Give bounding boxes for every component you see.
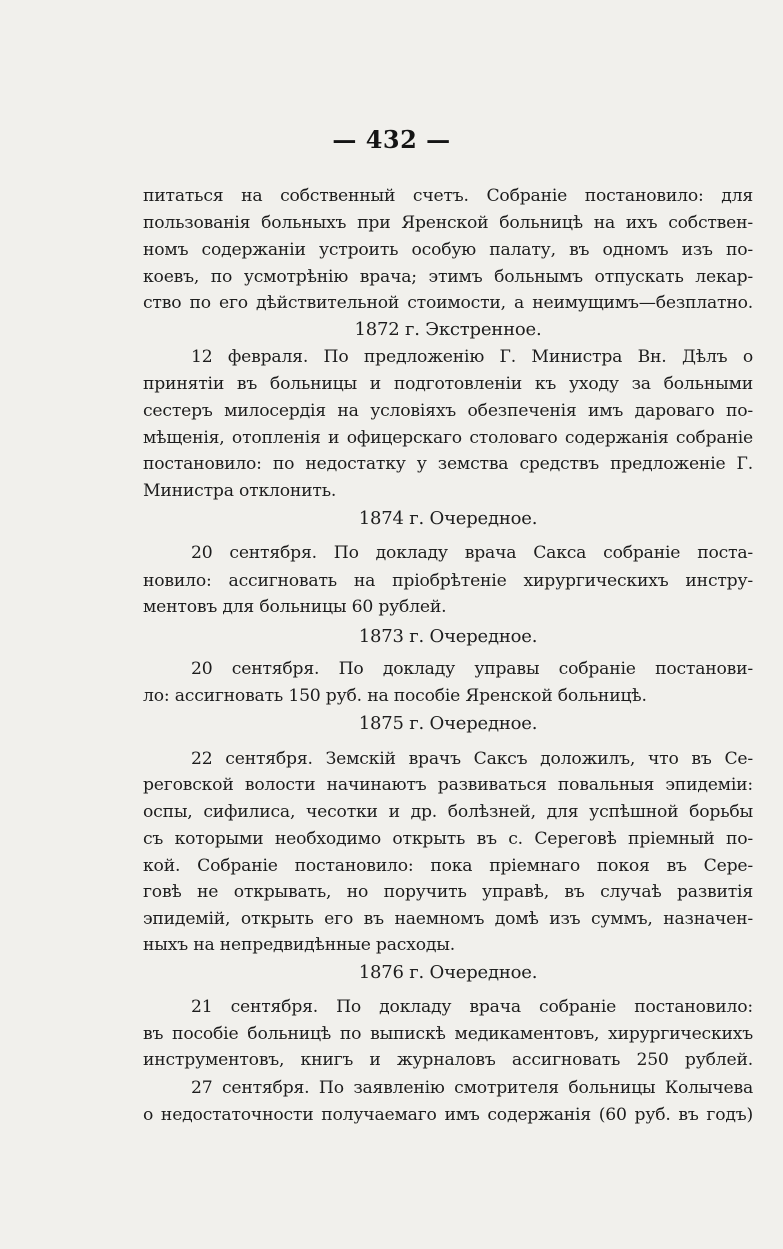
text-line: питаться на собственный счетъ. Собраніе постановило: для <box>143 186 753 206</box>
text-line: ментовъ для больницы 60 рублей. <box>143 597 447 617</box>
text-line: о недостаточности получаемаго имъ содержанія (60 руб. въ годъ) <box>143 1105 753 1125</box>
text-line: коевъ, по усмотрѣнію врача; этимъ больнымъ отпускать лекар- <box>143 267 753 287</box>
text-line: сестеръ милосердія на условіяхъ обезпеченія имъ дароваго по- <box>143 401 753 421</box>
text-line: оспы, сифилиса, чесотки и др. болѣзней, для успѣшной борьбы <box>143 802 753 822</box>
text-line: номъ содержаніи устроить особую палату, въ одномъ изъ по- <box>143 240 753 260</box>
text-line: кой. Собраніе постановило: пока пріемнаго покоя въ Сере- <box>143 856 753 876</box>
text-line: 27 сентября. По заявленію смотрителя больницы Колычева <box>191 1078 753 1098</box>
text-line: 22 сентября. Земскій врачъ Саксъ доложилъ, что въ Се- <box>191 749 753 769</box>
text-line: 20 сентября. По докладу врача Сакса собраніе поста- <box>191 543 753 563</box>
text-line: ло: ассигновать 150 руб. на пособіе Яренской больницѣ. <box>143 686 647 706</box>
text-line: 12 февраля. По предложенію Г. Министра Вн. Дѣлъ о <box>191 347 753 367</box>
text-line: 21 сентября. По докладу врача собраніе постановило: <box>191 997 753 1017</box>
text-line: Министра отклонить. <box>143 481 337 501</box>
section-heading: 1876 г. Очередное. <box>358 962 538 983</box>
text-line: принятіи въ больницы и подготовленіи къ уходу за больными <box>143 374 753 394</box>
page-number: — 432 — <box>332 125 451 154</box>
section-heading: 1872 г. Экстренное. <box>354 319 542 340</box>
section-heading: 1873 г. Очередное. <box>358 626 538 647</box>
text-line: реговской волости начинаютъ развиваться повальныя эпидеміи: <box>143 775 753 795</box>
section-heading: 1875 г. Очередное. <box>358 713 538 734</box>
text-line: 20 сентября. По докладу управы собраніе постанови- <box>191 659 753 679</box>
text-line: ныхъ на непредвидѣнные расходы. <box>143 935 455 955</box>
text-line: постановило: по недостатку у земства средствъ предложеніе Г. <box>143 454 753 474</box>
text-line: новило: ассигновать на пріобрѣтеніе хирургическихъ инстру- <box>143 571 753 591</box>
text-line: съ которыми необходимо открыть въ с. Сереговѣ пріемный по- <box>143 829 753 849</box>
section-heading: 1874 г. Очередное. <box>358 508 538 529</box>
text-line: въ пособіе больницѣ по выпискѣ медикаментовъ, хирургическихъ <box>143 1024 753 1044</box>
text-line: инструментовъ, книгъ и журналовъ ассигновать 250 рублей. <box>143 1050 753 1070</box>
text-line: ство по его дѣйствительной стоимости, а неимущимъ—безплатно. <box>143 293 753 313</box>
text-line: пользованія больныхъ при Яренской больницѣ на ихъ собствен- <box>143 213 753 233</box>
text-line: эпидемій, открыть его въ наемномъ домѣ изъ суммъ, назначен- <box>143 909 753 929</box>
text-line: мѣщенія, отопленія и офицерскаго столоваго содержанія собраніе <box>143 428 753 448</box>
text-line: говѣ не открывать, но поручить управѣ, въ случаѣ развитія <box>143 882 753 902</box>
